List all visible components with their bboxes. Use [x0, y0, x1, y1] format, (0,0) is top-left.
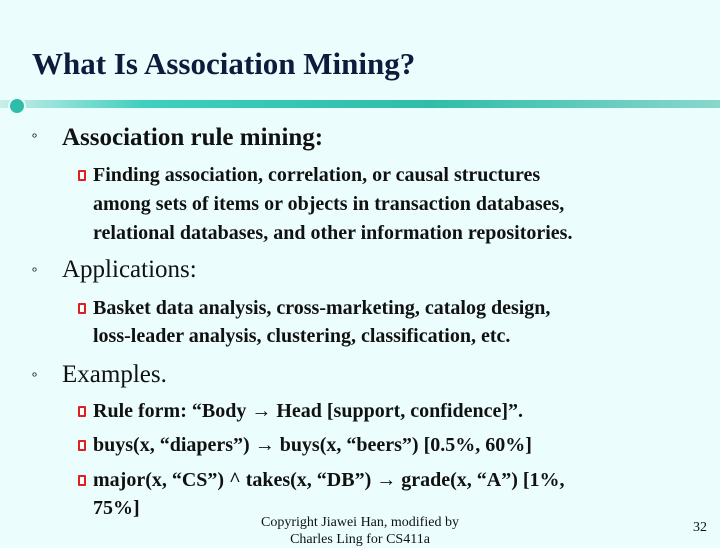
- section-heading: Applications:: [62, 256, 197, 283]
- red-square-bullet-icon: [78, 475, 86, 486]
- title-rule-endcap: [8, 97, 26, 115]
- footer-line: Copyright Jiawei Han, modified by: [261, 515, 459, 530]
- bullet-text-line: loss-leader analysis, clustering, classification, etc.: [93, 325, 511, 347]
- footer-line: Charles Ling for CS411a: [290, 532, 430, 547]
- scroll-bullet-icon: ᵒ: [32, 265, 38, 280]
- footer-copyright: [260, 514, 460, 548]
- title-rule-bar: [0, 100, 720, 108]
- bullet-text-line: buys(x, “diapers”) → buys(x, “beers”) [0.5%, 60%]: [93, 434, 532, 456]
- red-square-bullet-icon: [78, 440, 86, 451]
- red-square-bullet-icon: [78, 406, 86, 417]
- scroll-bullet-icon: ᵒ: [32, 370, 38, 385]
- bullet-text-line: 75%]: [93, 497, 140, 519]
- bullet-text-line: Basket data analysis, cross-marketing, catalog design,: [93, 297, 551, 319]
- bullet-text-line: major(x, “CS”) ^ takes(x, “DB”) → grade(x, “A”) [1%,: [93, 469, 565, 491]
- bullet-text-line: relational databases, and other information repositories.: [93, 222, 573, 244]
- section-heading: Examples.: [62, 361, 167, 388]
- scroll-bullet-icon: ᵒ: [32, 131, 38, 146]
- bullet-text-line: among sets of items or objects in transaction databases,: [93, 193, 565, 215]
- page-number: 32: [693, 520, 707, 535]
- red-square-bullet-icon: [78, 303, 86, 314]
- slide-title: What Is Association Mining?: [32, 46, 416, 81]
- red-square-bullet-icon: [78, 170, 86, 181]
- bullet-text-line: Finding association, correlation, or causal structures: [93, 164, 541, 186]
- bullet-text-line: Rule form: “Body → Head [support, confidence]”.: [93, 400, 523, 422]
- section-heading: Association rule mining:: [62, 124, 324, 151]
